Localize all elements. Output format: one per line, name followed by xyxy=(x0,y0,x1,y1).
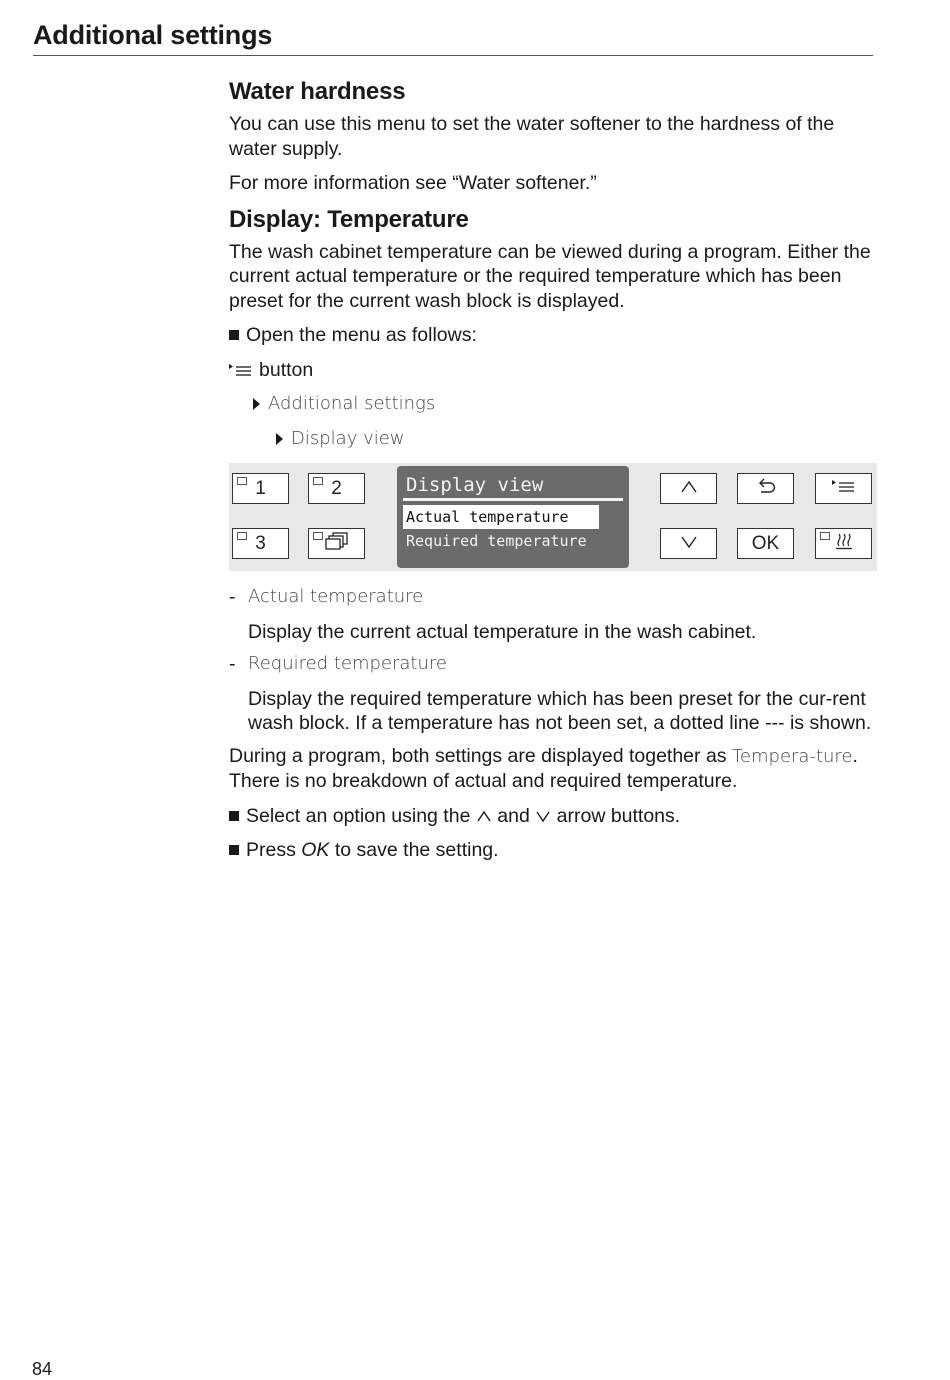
down-arrow-icon xyxy=(680,533,698,555)
bullet-text: Open the menu as follows: xyxy=(246,324,477,346)
button-1[interactable] xyxy=(232,473,289,504)
bullet-open-menu xyxy=(229,323,879,348)
button-2[interactable] xyxy=(308,473,365,504)
led-indicator xyxy=(313,477,323,485)
menu-button[interactable] xyxy=(815,473,872,504)
page-title: Additional settings xyxy=(33,20,273,50)
main-content xyxy=(229,78,879,873)
led-indicator xyxy=(237,477,247,485)
steam-icon xyxy=(835,532,853,556)
option-list xyxy=(229,585,879,736)
lcd-title: Display view xyxy=(403,472,623,501)
down-button[interactable] xyxy=(660,528,717,559)
option-description: Display the current actual temperature in the wash cabinet. xyxy=(248,620,757,643)
bullet-press-ok xyxy=(229,838,879,863)
menu-path xyxy=(229,358,879,452)
bullet-text: Press OK to save the setting. xyxy=(246,839,499,861)
control-panel xyxy=(229,463,877,571)
window-icon xyxy=(324,531,350,557)
option-item: - Actual temperature xyxy=(229,586,424,608)
button-1-label: 1 xyxy=(255,477,266,499)
menu-icon xyxy=(229,362,253,378)
lcd-display xyxy=(397,466,629,568)
led-indicator xyxy=(237,532,247,540)
closing-text: During a program, both settings are displayed together as xyxy=(229,744,732,767)
bullet-text: Select an option using the and arrow buttons. xyxy=(246,804,681,827)
option-label: Actual temperature xyxy=(248,586,424,607)
lcd-option: Required temperature xyxy=(406,532,587,550)
button-2-label: 2 xyxy=(331,477,342,499)
page-header xyxy=(33,20,873,56)
closing-text: . There is no breakdown of actual and required temperature. xyxy=(229,744,858,792)
triangle-right-icon xyxy=(253,398,260,410)
led-indicator xyxy=(313,532,323,540)
lcd-option-selected: Actual temperature xyxy=(403,505,599,529)
water-hardness-heading: Water hardness xyxy=(229,78,406,105)
bullet-square-icon xyxy=(229,845,239,855)
closing-para xyxy=(229,744,879,794)
back-button[interactable] xyxy=(737,473,794,504)
bullet-square-icon xyxy=(229,811,239,821)
closing-lcd-term: Tempera-ture xyxy=(731,745,853,767)
ok-button[interactable] xyxy=(737,528,794,559)
page-number: 84 xyxy=(32,1359,53,1379)
path-additional-settings: Additional settings xyxy=(268,393,436,414)
option-description: Display the required temperature which has been preset for the cur-rent wash block. If a temperature has not been set, a dotted line --- is shown. xyxy=(248,687,872,734)
path-display-view: Display view xyxy=(291,427,405,449)
option-label: Required temperature xyxy=(248,653,447,674)
option-item: - Required temperature xyxy=(229,653,447,675)
triangle-right-icon xyxy=(276,433,283,445)
back-icon xyxy=(755,478,777,500)
button-3-label: 3 xyxy=(255,532,266,554)
window-button[interactable] xyxy=(308,528,365,559)
menu-path-root xyxy=(229,358,879,383)
display-temperature-heading: Display: Temperature xyxy=(229,205,469,233)
menu-path-level1 xyxy=(229,392,879,417)
menu-path-level2 xyxy=(229,427,879,452)
up-arrow-icon xyxy=(680,478,698,500)
button-3[interactable] xyxy=(232,528,289,559)
display-temperature-para1: The wash cabinet temperature can be viewed during a program. Either the current actual temperature or the required temperature which has been preset for the current wash block is displayed. xyxy=(229,240,871,312)
water-hardness-para2: For more information see “Water softener.” xyxy=(229,172,597,194)
led-indicator xyxy=(820,532,830,540)
bullet-square-icon xyxy=(229,330,239,340)
steam-button[interactable] xyxy=(815,528,872,559)
menu-icon xyxy=(832,478,856,500)
bullet-select-option xyxy=(229,804,879,829)
menu-button-label: button xyxy=(259,358,314,381)
up-button[interactable] xyxy=(660,473,717,504)
ok-button-label: OK xyxy=(751,532,780,554)
water-hardness-para1: You can use this menu to set the water softener to the hardness of the water supply. xyxy=(229,113,835,160)
down-arrow-icon xyxy=(535,810,551,823)
up-arrow-icon xyxy=(476,810,492,823)
